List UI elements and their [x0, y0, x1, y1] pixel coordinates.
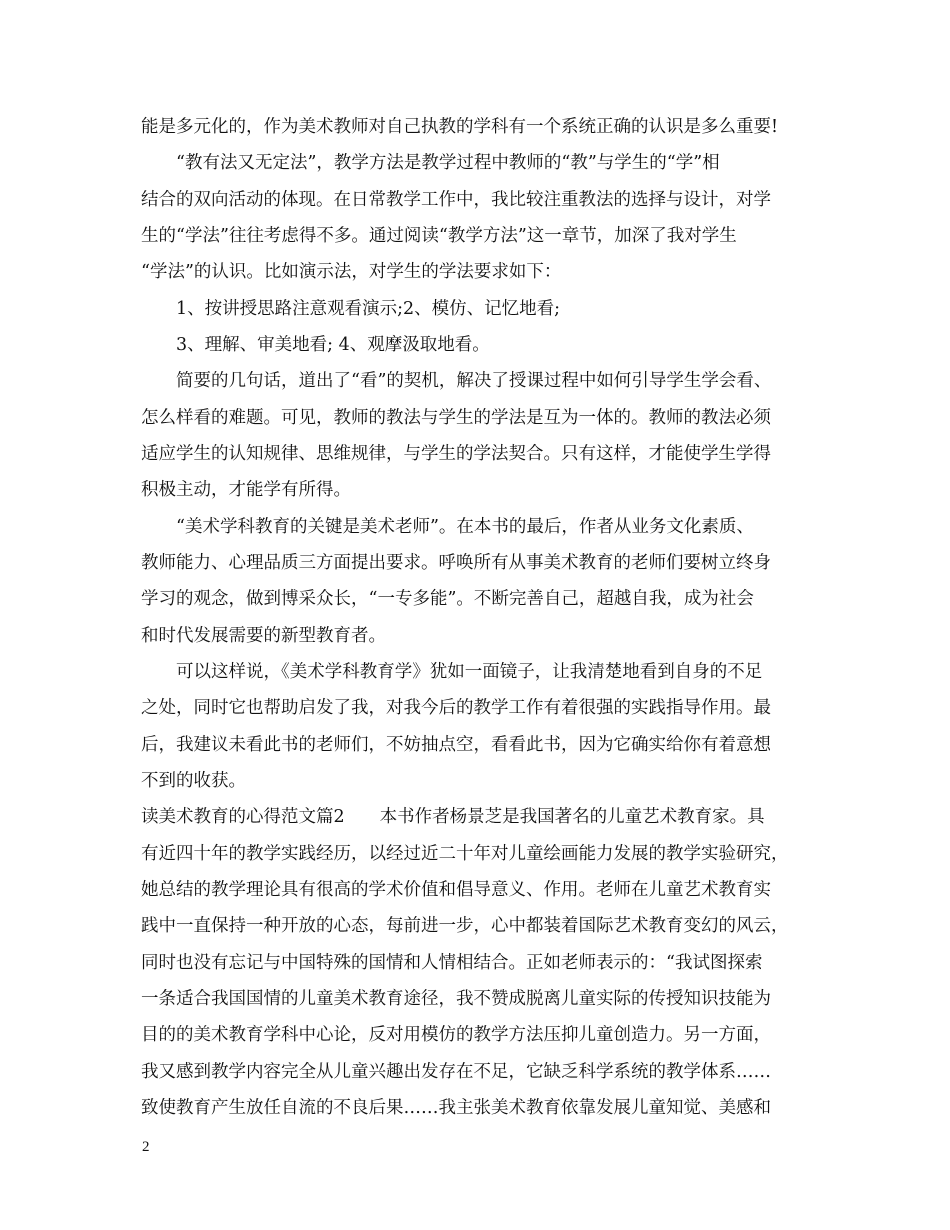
- text-line: 怎么样看的难题。可见，教师的教法与学生的学法是互为一体的。教师的教法必须: [141, 408, 771, 428]
- text-line: 有近四十年的教学实践经历，以经过近二十年对儿童绘画能力发展的教学实验研究，: [141, 844, 789, 864]
- text-line: 简要的几句话，道出了“看”的契机，解决了授课过程中如何引导学生学会看、: [176, 371, 772, 391]
- text-line: 1、按讲授思路注意观看演示;2、模仿、记忆地看;: [176, 299, 561, 319]
- text-line: 她总结的教学理论具有很高的学术价值和倡导意义、作用。老师在儿童艺术教育实: [141, 880, 771, 900]
- text-line: 不到的收获。: [141, 771, 246, 791]
- text-line: 3、理解、审美地看; 4、观摩汲取地看。: [176, 335, 490, 355]
- page-number: 2: [142, 1139, 150, 1155]
- text-line: 目的的美术教育学科中心论，反对用模仿的教学方法压抑儿童创造力。另一方面，: [141, 1025, 771, 1045]
- text-line: 能是多元化的，作为美术教师对自己执教的学科有一个系统正确的认识是多么重要!: [141, 117, 779, 137]
- text-line: “美术学科教育的关键是美术老师”。在本书的最后，作者从业务文化素质、: [176, 517, 754, 537]
- text-line: 适应学生的认知规律、思维规律，与学生的学法契合。只有这样，才能使学生学得: [141, 444, 771, 464]
- text-line: 同时也没有忘记与中国特殊的国情和人情相结合。正如老师表示的：“我试图探索: [141, 953, 763, 973]
- text-line: 之处，同时它也帮助启发了我，对我今后的教学工作有着很强的实践指导作用。最: [141, 698, 771, 718]
- text-line: 积极主动，才能学有所得。: [141, 480, 351, 500]
- text-line: 一条适合我国国情的儿童美术教育途径，我不赞成脱离儿童实际的传授知识技能为: [141, 989, 771, 1009]
- text-line: 生的“学法”往往考虑得不多。通过阅读“教学方法”这一章节，加深了我对学生: [141, 226, 737, 246]
- text-line: 践中一直保持一种开放的心态，每前进一步，心中都装着国际艺术教育变幻的风云，: [141, 916, 789, 936]
- text-line: “教有法又无定法”，教学方法是教学过程中教师的“教”与学生的“学”相: [176, 153, 720, 173]
- text-line: 结合的双向活动的体现。在日常教学工作中，我比较注重教法的选择与设计，对学: [141, 190, 771, 210]
- text-line: 教师能力、心理品质三方面提出要求。呼唤所有从事美术教育的老师们要树立终身: [141, 553, 771, 573]
- text-line: 后，我建议未看此书的老师们，不妨抽点空，看看此书，因为它确实给你有着意想: [141, 735, 771, 755]
- text-line: 读美术教育的心得范文篇2 本书作者杨景芝是我国著名的儿童艺术教育家。具: [141, 807, 765, 827]
- text-line: 致使教育产生放任自流的不良后果……我主张美术教育依靠发展儿童知觉、美感和: [141, 1098, 771, 1118]
- text-line: 学习的观念，做到博采众长，“一专多能”。不断完善自己，超越自我，成为社会: [141, 589, 754, 609]
- text-line: 和时代发展需要的新型教育者。: [141, 626, 386, 646]
- text-line: 我又感到教学内容完全从儿童兴趣出发存在不足，它缺乏科学系统的教学体系……: [141, 1062, 771, 1082]
- text-line: “学法”的认识。比如演示法，对学生的学法要求如下：: [141, 262, 562, 282]
- text-line: 可以这样说，《美术学科教育学》犹如一面镜子，让我清楚地看到自身的不足: [176, 662, 763, 682]
